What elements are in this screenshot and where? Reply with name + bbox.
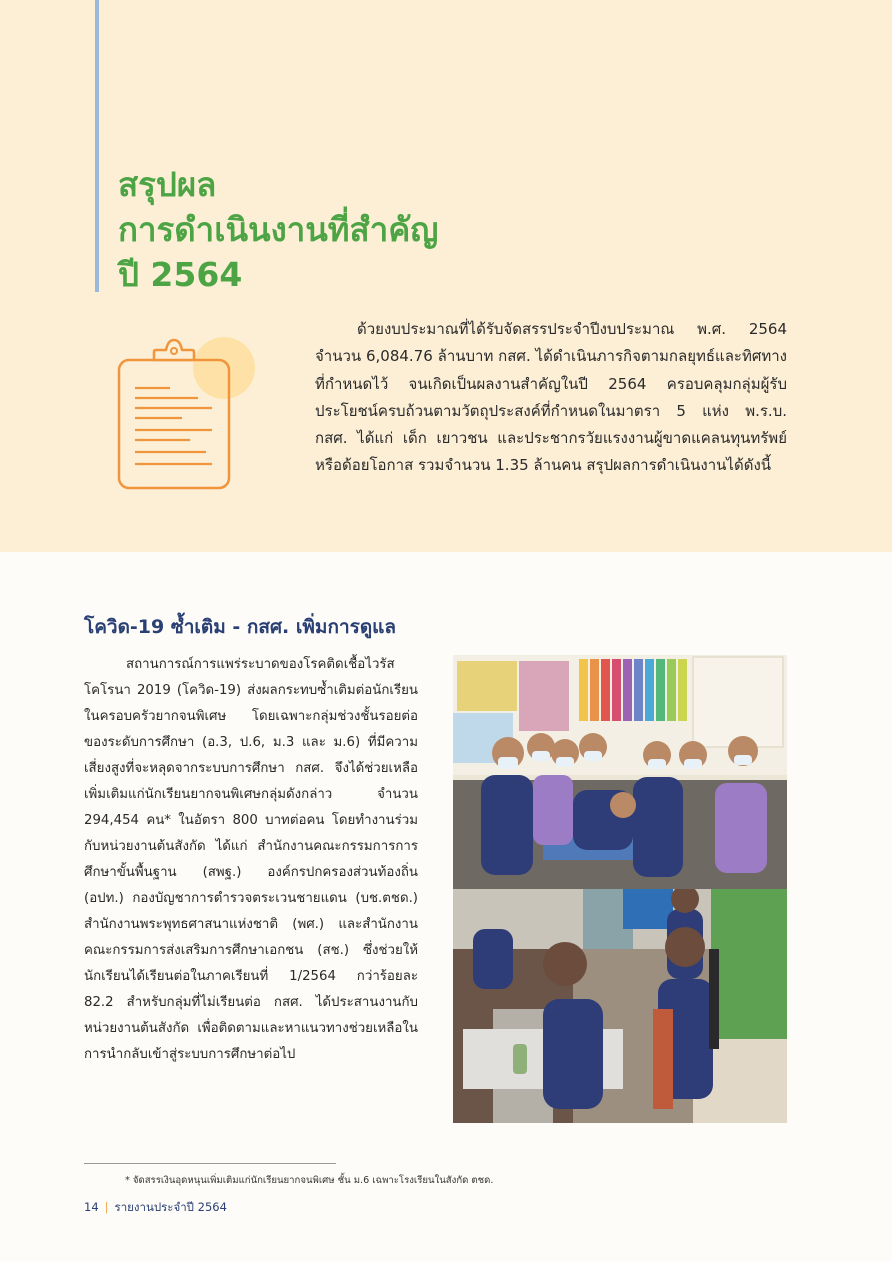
- classroom-students-photo: [453, 655, 787, 889]
- decorative-half-circle: [123, 505, 209, 589]
- page-number: 14: [84, 1200, 99, 1214]
- page-title: [118, 162, 438, 297]
- footer-separator: |: [104, 1200, 109, 1214]
- footnote-divider: [84, 1163, 336, 1164]
- photo-collage: [453, 655, 787, 1123]
- clipboard-icon: [110, 330, 270, 500]
- report-title: รายงานประจำปี 2564: [114, 1200, 227, 1214]
- title-line-1: สรุปผล: [118, 165, 217, 204]
- section-title: โควิด-19 ซ้ำเติม - กสศ. เพิ่มการดูแล: [84, 616, 397, 638]
- title-line-3: ปี 2564: [118, 255, 243, 294]
- page-footer: [84, 1199, 227, 1217]
- accent-bar: [95, 0, 99, 292]
- intro-paragraph: ด้วยงบประมาณที่ได้รับจัดสรรประจำปีงบประมาณ พ.ศ. 2564 จำนวน 6,084.76 ล้านบาท กสศ. ได้ดำเนินภารกิจตามกลยุทธ์และทิศทางที่กำหนดไว้ จนเกิดเป็นผลงานสำคัญในปี 2564 ครอบคลุมกลุ่มผู้รับประโยชน์ครบถ้วนตามวัตถุประสงค์ที่กำหนดในมาตรา 5 แห่ง พ.ร.บ. กสศ. ได้แก่ เด็ก เยาวชน และประชากรวัยแรงงานผู้ขาดแคลนทุนทรัพย์หรือด้อยโอกาส รวมจำนวน 1.35 ล้านคน สรุปผลการดำเนินงานได้ดังนี้: [315, 320, 787, 475]
- section-body: สถานการณ์การแพร่ระบาดของโรคติดเชื้อไวรัสโคโรนา 2019 (โควิด-19) ส่งผลกระทบซ้ำเติมต่อนักเรียนในครอบครัวยากจนพิเศษ โดยเฉพาะกลุ่มช่วงชั้นรอยต่อของระดับการศึกษา (อ.3, ป.6, ม.3 และ ม.6) ที่มีความเสี่ยงสูงที่จะหลุดจากระบบการศึกษา กสศ. จึงได้ช่วยเหลือเพิ่มเติมแก่นักเรียนยากจนพิเศษกลุ่มดังกล่าว จำนวน 294,454 คน* ในอัตรา 800 บาทต่อคน โดยทำงานร่วมกับหน่วยงานต้นสังกัด ได้แก่ สำนักงานคณะกรรมการการศึกษาขั้นพื้นฐาน (สพฐ.) องค์กรปกครองส่วนท้องถิ่น (อปท.) กองบัญชาการตำรวจตระเวนชายแดน (บช.ตชด.) สำนักงานพระพุทธศาสนาแห่งชาติ (พศ.) และสำนักงานคณะกรรมการส่งเสริมการศึกษาเอกชน (สช.) ซึ่งช่วยให้นักเรียนได้เรียนต่อในภาคเรียนที่ 1/2564 กว่าร้อยละ 82.2 สำหรับกลุ่มที่ไม่เรียนต่อ กสศ. ได้ประสานงานกับหน่วยงานต้นสังกัด เพื่อติดตามและหาแนวทางช่วยเหลือในการนำกลับเข้าสู่ระบบการศึกษาต่อไป: [84, 657, 418, 1062]
- footnote: * จัดสรรเงินอุดหนุนเพิ่มเติมแก่นักเรียนยากจนพิเศษ ชั้น ม.6 เฉพาะโรงเรียนในสังกัด ตชด.: [125, 1175, 494, 1186]
- handwashing-students-photo: [453, 889, 787, 1123]
- title-line-2: การดำเนินงานที่สำคัญ: [118, 210, 439, 249]
